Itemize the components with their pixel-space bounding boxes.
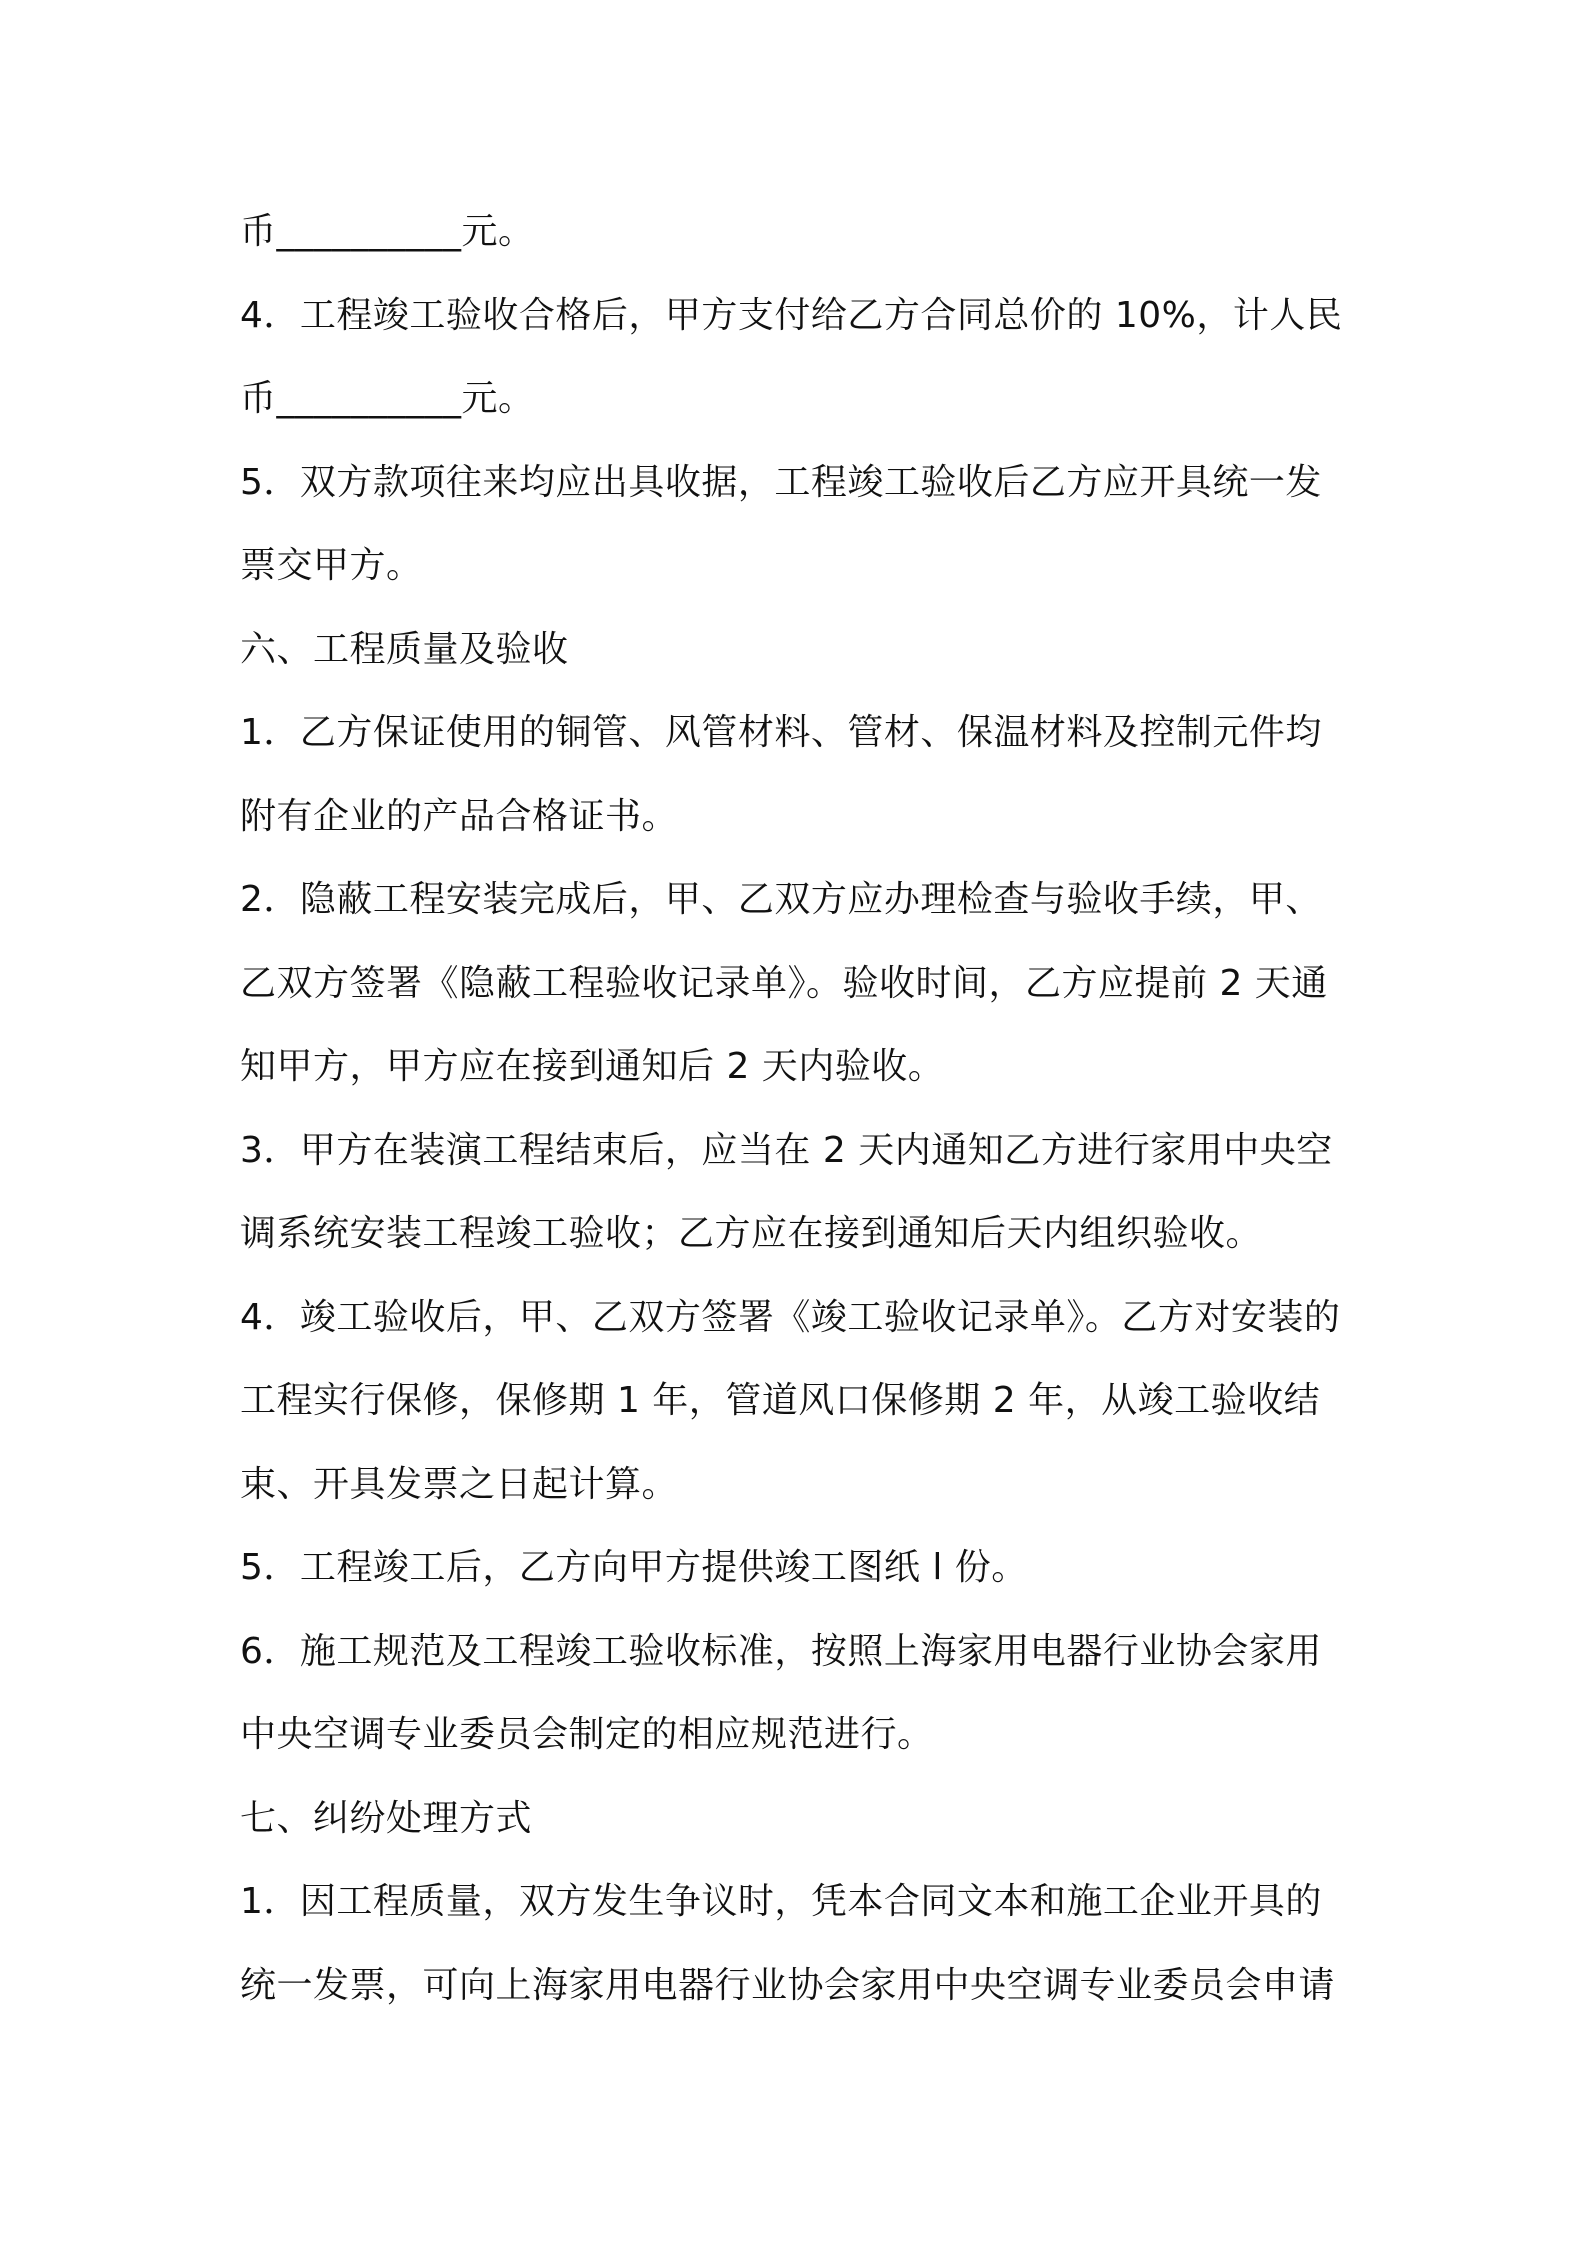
payment-item-5-line-1: 5．双方款项往来均应出具收据，工程竣工验收后乙方应开具统一发: [240, 461, 1322, 503]
quality-item-2-line-3: 知甲方，甲方应在接到通知后 2 天内验收。: [240, 1046, 945, 1087]
dispute-item-1-line-2: 统一发票，可向上海家用电器行业协会家用中央空调专业委员会申请: [240, 1964, 1336, 2006]
document-body: [240, 190, 1350, 2027]
payment-item-4-line-2: 币__________元。: [240, 378, 535, 419]
quality-item-4-line-2: 工程实行保修，保修期 1 年，管道风口保修期 2 年，从竣工验收结: [240, 1380, 1321, 1421]
section-7-heading: 七、纠纷处理方式: [240, 1797, 533, 1839]
quality-item-4-line-3: 束、开具发票之日起计算。: [240, 1463, 679, 1505]
quality-item-3-line-1: 3．甲方在装演工程结束后，应当在 2 天内通知乙方进行家用中央空: [240, 1129, 1333, 1171]
quality-item-6-line-2: 中央空调专业委员会制定的相应规范进行。: [240, 1714, 934, 1755]
quality-item-3-line-2: 调系统安装工程竣工验收；乙方应在接到通知后天内组织验收。: [240, 1213, 1263, 1254]
quality-item-6-line-1: 6．施工规范及工程竣工验收标准，按照上海家用电器行业协会家用: [240, 1630, 1322, 1672]
payment-3-amount-line: 币__________元。: [240, 211, 535, 252]
quality-item-2-line-1: 2．隐蔽工程安装完成后，甲、乙双方应办理检查与验收手续，甲、: [240, 879, 1322, 920]
dispute-item-1-line-1: 1．因工程质量，双方发生争议时，凭本合同文本和施工企业开具的: [240, 1881, 1322, 1922]
quality-item-2-line-2: 乙双方签署《隐蔽工程验收记录单》。验收时间，乙方应提前 2 天通: [240, 962, 1328, 1004]
quality-item-5-line-1: 5．工程竣工后，乙方向甲方提供竣工图纸 l 份。: [240, 1547, 1028, 1588]
payment-item-5-line-2: 票交甲方。: [240, 545, 423, 586]
quality-item-1-line-2: 附有企业的产品合格证书。: [240, 795, 679, 837]
section-6-heading: 六、工程质量及验收: [240, 628, 569, 670]
quality-item-4-line-1: 4．竣工验收后，甲、乙双方签署《竣工验收记录单》。乙方对安装的: [240, 1296, 1341, 1338]
payment-item-4-line-1: 4．工程竣工验收合格后，甲方支付给乙方合同总价的 10%，计人民: [240, 294, 1343, 336]
quality-item-1-line-1: 1．乙方保证使用的铜管、风管材料、管材、保温材料及控制元件均: [240, 712, 1322, 753]
